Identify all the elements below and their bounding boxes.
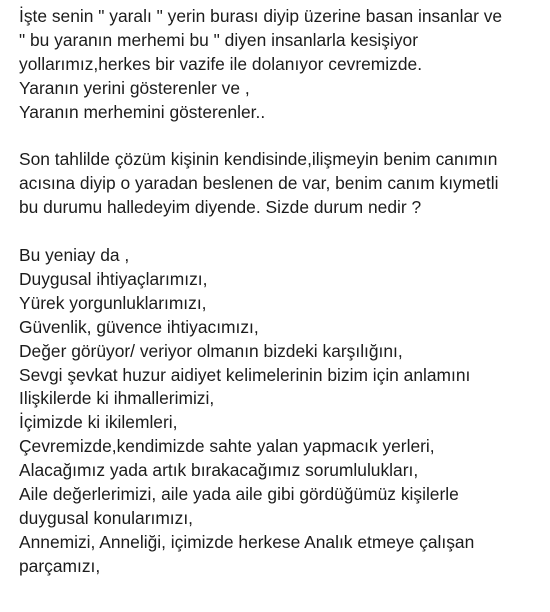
paragraph-2: [19, 148, 544, 220]
text-line: " bu yaranın merhemi bu " diyen insanlarla kesişiyor: [19, 29, 418, 50]
text-line: acısına diyip o yaradan beslenen de var, benim canım kıymetli: [19, 173, 499, 194]
text-line: parçamızı,: [19, 555, 101, 576]
text-line: Duygusal ihtiyaçlarımızı,: [19, 268, 208, 289]
text-line: bu durumu halledeyim diyende. Sizde durum nedir ?: [19, 197, 422, 218]
text-line: Bu yeniay da ,: [19, 245, 130, 266]
text-line: İşte senin " yaralı " yerin burası diyip üzerine basan insanlar ve: [19, 6, 503, 26]
paragraph-1: [19, 5, 544, 125]
text-line: Alacağımız yada artık bırakacağımız sorumlulukları,: [19, 460, 419, 481]
paragraph-gap: [19, 220, 544, 244]
text-line: Sevgi şevkat huzur aidiyet kelimelerinin bizim için anlamını: [19, 364, 471, 385]
text-line: İçimizde ki ikilemleri,: [19, 412, 178, 433]
paragraph-3: [19, 244, 544, 579]
text-line: Yaranın yerini gösterenler ve ,: [19, 77, 250, 98]
text-line: Son tahlilde çözüm kişinin kendisinde,ilişmeyin benim canımın: [19, 149, 498, 170]
text-line: yollarımız,herkes bir vazife ile dolanıyor cevremizde.: [19, 53, 423, 74]
text-line: Değer görüyor/ veriyor olmanın bizdeki karşılığını,: [19, 340, 403, 361]
text-line: Çevremizde,kendimizde sahte yalan yapmacık yerleri,: [19, 436, 435, 457]
text-line: Güvenlik, güvence ihtiyacımızı,: [19, 316, 259, 337]
document-body: [19, 5, 544, 579]
paragraph-gap: [19, 125, 544, 149]
text-line: Yürek yorgunluklarımızı,: [19, 292, 207, 313]
text-line: Annemizi, Anneliği, içimizde herkese Analık etmeye çalışan: [19, 531, 475, 552]
text-line: duygusal konularımızı,: [19, 508, 193, 528]
text-line: Ilişkilerde ki ihmallerimizi,: [19, 388, 215, 409]
text-line: Yaranın merhemini gösterenler..: [19, 101, 266, 122]
text-line: Aile değerlerimizi, aile yada aile gibi gördüğümüz kişilerle: [19, 484, 459, 505]
